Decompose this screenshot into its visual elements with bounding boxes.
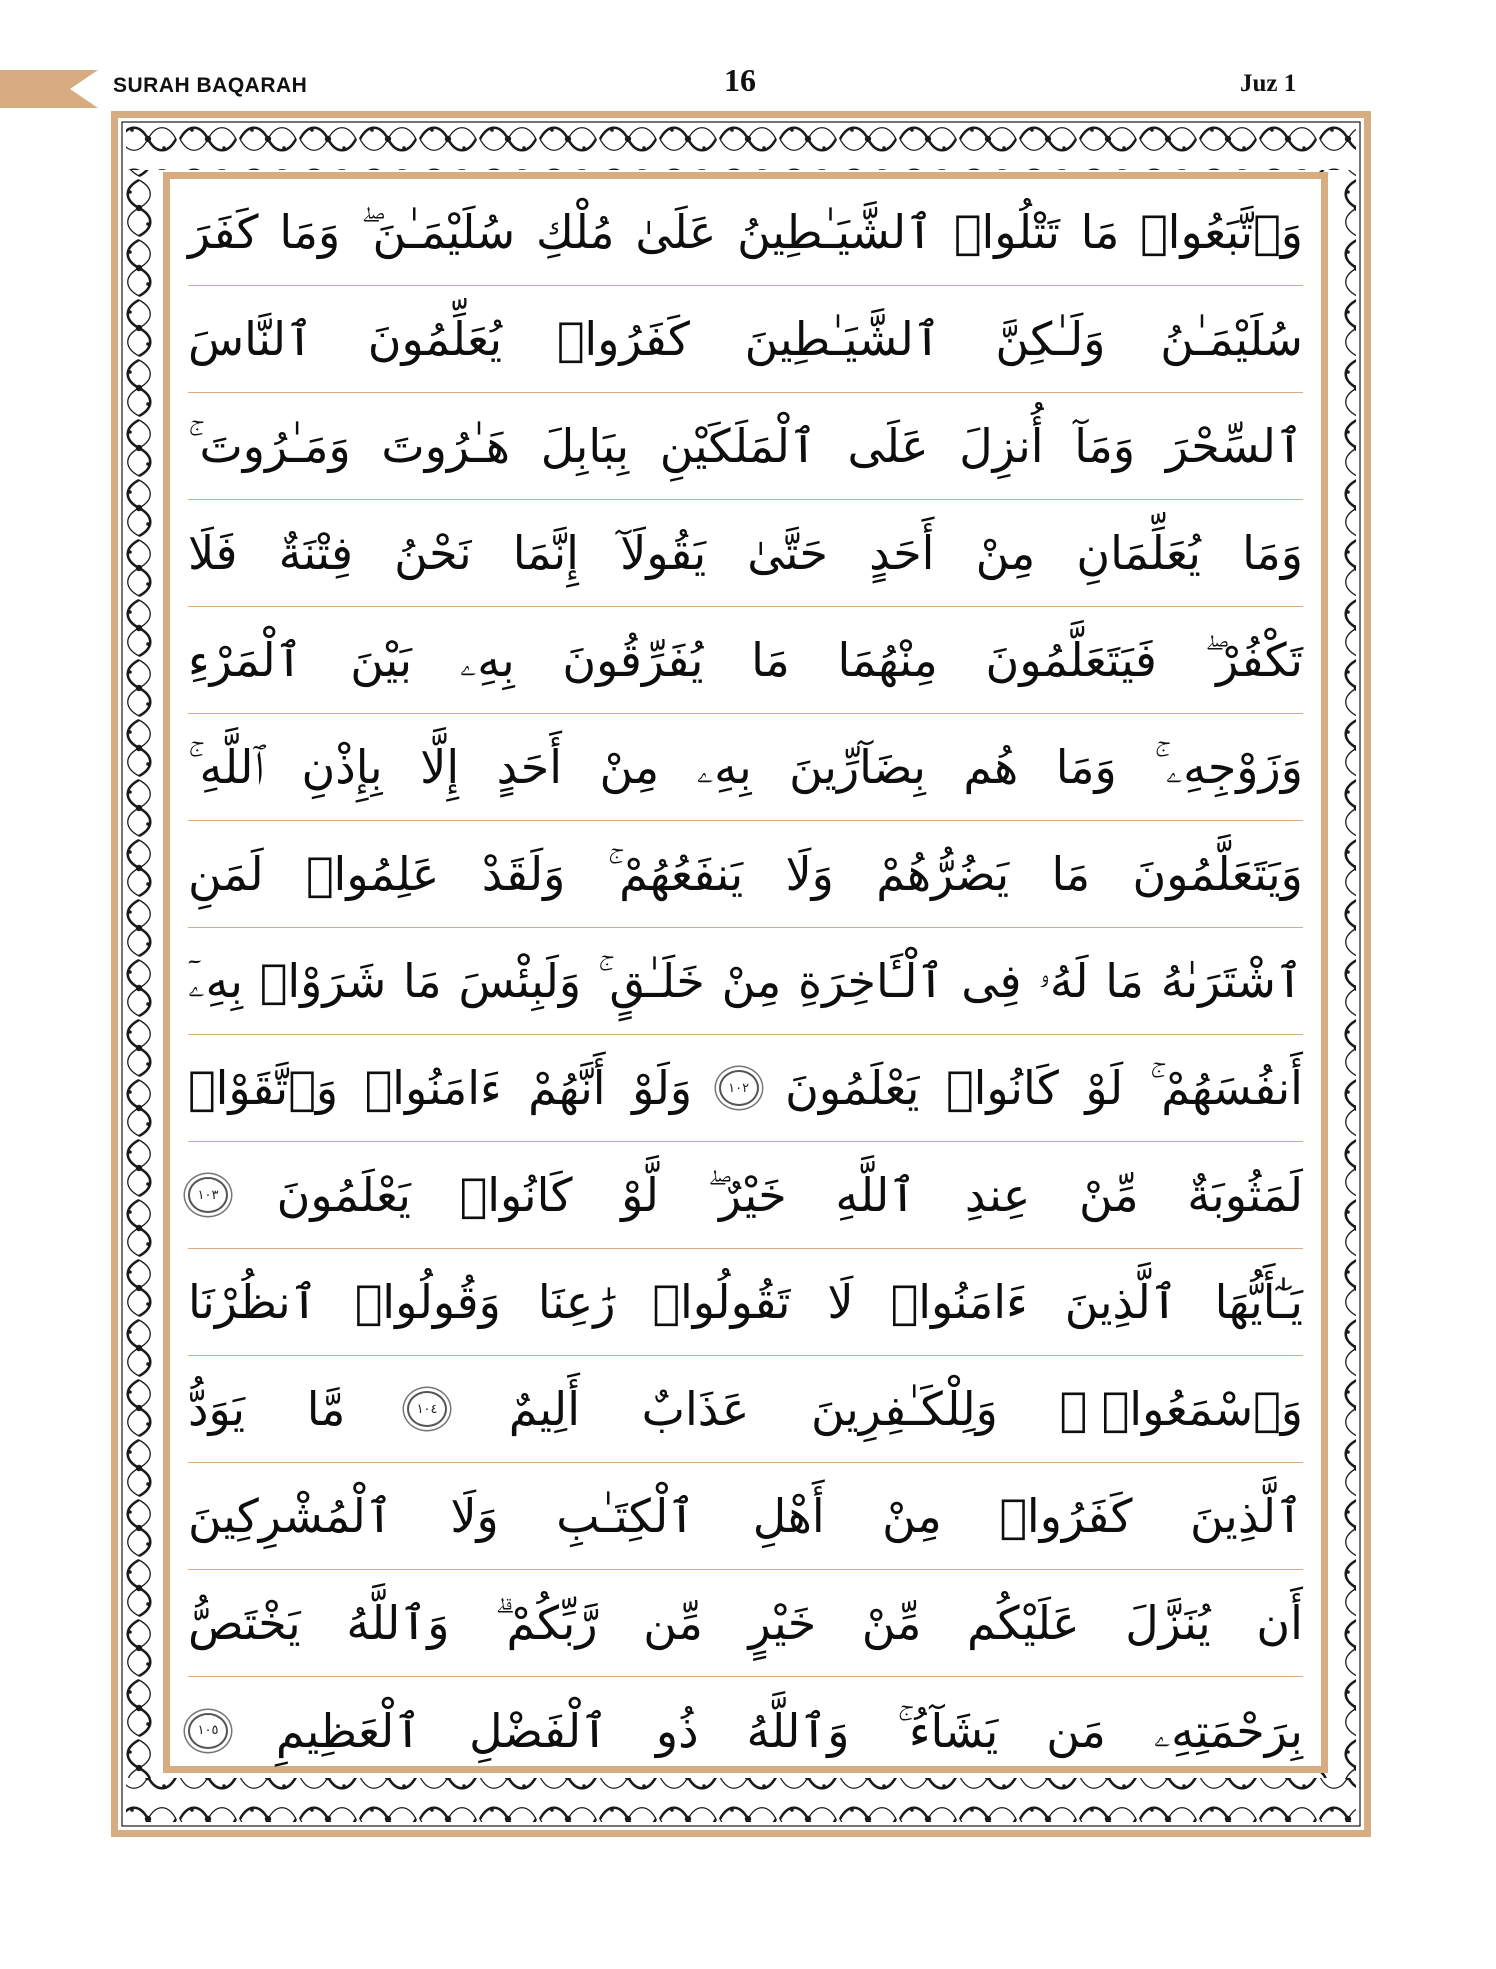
arabic-word: ٱلنَّاسَ: [188, 312, 314, 366]
arabic-word: ٱلْمَرْءِ: [188, 633, 303, 687]
arabic-word: بِهِۦ: [696, 740, 752, 794]
arabic-word: وَلَا: [785, 847, 834, 901]
arabic-word: ٱلَّذِينَ: [1190, 1489, 1303, 1543]
arabic-word: ٱلْعَظِيمِ: [275, 1703, 422, 1758]
arabic-word: وَزَوْجِهِۦ ۚ: [1154, 740, 1303, 794]
arabic-word: مِنْهُمَا: [837, 633, 938, 687]
arabic-word: يُعَلِّمُونَ: [367, 312, 503, 366]
arabic-word: بِإِذْنِ: [301, 740, 383, 794]
surah-name: SURAH BAQARAH: [113, 74, 308, 97]
arabic-word: خَيْرٌ ۖ: [707, 1168, 787, 1222]
verse-line: [188, 821, 1303, 928]
arabic-word: وَمَا: [1242, 526, 1303, 580]
arabic-word: كَفَرَ: [188, 205, 259, 259]
arabic-word: مِنْ: [721, 954, 782, 1008]
arabic-word: ٱلْمَلَكَيْنِ: [659, 419, 817, 473]
verse-line: [188, 1142, 1303, 1249]
arabic-word: ٱلْكِتَـٰبِ: [556, 1489, 696, 1543]
verse-line: [188, 500, 1303, 607]
arabic-word: وَمَـٰرُوتَ ۚ: [188, 419, 351, 473]
header-tab: [0, 70, 98, 108]
page-number: 16: [724, 62, 756, 98]
arabic-word: مَا: [403, 954, 442, 1008]
arabic-word: سُلَيْمَـٰنُ: [1160, 312, 1303, 366]
arabic-word: تَكْفُرْ ۖ: [1204, 633, 1303, 687]
arabic-word: شَرَوْا۟: [259, 954, 387, 1008]
ayah-number-marker: ١٠٥: [188, 1713, 228, 1749]
arabic-word: وَلَا: [450, 1489, 499, 1543]
arabic-word: وَٱتَّبَعُوا۟: [1140, 205, 1303, 259]
arabic-word: يَوَدُّ: [188, 1382, 246, 1436]
ayah-number-marker: ١٠٣: [188, 1177, 228, 1213]
arabic-word: بَيْنَ: [350, 633, 412, 687]
arabic-word: عِندِ: [964, 1168, 1031, 1222]
text-panel: [163, 172, 1328, 1773]
arabic-word: أُنزِلَ: [959, 419, 1044, 473]
verse-line: [188, 1249, 1303, 1356]
arabic-word: وَلَوْ: [632, 1061, 693, 1115]
verse-line: [188, 928, 1303, 1035]
arabic-word: خَيْرٍ: [748, 1596, 817, 1650]
arabic-word: يُنَزَّلَ: [1125, 1596, 1211, 1650]
arabic-word: ٱلسِّحْرَ: [1165, 419, 1303, 473]
arabic-word: وَمَآ: [1074, 419, 1136, 473]
verse-line: [188, 179, 1303, 286]
arabic-word: إِنَّمَا: [512, 526, 579, 580]
arabic-word: عَلَىٰ: [635, 205, 717, 259]
arabic-word: أَن: [1256, 1596, 1303, 1650]
arabic-word: ٱشْتَرَىٰهُ: [1160, 954, 1303, 1008]
arabic-word: مَا: [1051, 847, 1091, 901]
verse-line: [188, 1035, 1303, 1142]
arabic-word: وَيَتَعَلَّمُونَ: [1132, 847, 1303, 901]
arabic-word: أَلِيمٌ: [508, 1382, 580, 1436]
arabic-word: عَلِمُوا۟: [305, 847, 440, 901]
arabic-word: كَانُوا۟: [459, 1168, 573, 1222]
arabic-word: يَنفَعُهُمْ ۚ: [607, 847, 744, 901]
arabic-word: ٱللَّهِ ۚ: [188, 740, 264, 794]
arabic-word: عَلَيْكُم: [967, 1596, 1080, 1650]
arabic-word: لَمَثُوبَةٌ: [1187, 1168, 1303, 1222]
arabic-word: أَحَدٍ: [496, 740, 562, 794]
arabic-word: ٱلشَّيَـٰطِينُ: [737, 205, 934, 259]
arabic-word: مِّنْ: [861, 1596, 922, 1650]
arabic-word: ٱللَّهِ: [835, 1168, 917, 1222]
verse-line: [188, 1677, 1303, 1784]
arabic-word: عَلَى: [847, 419, 929, 473]
arabic-word: ٱلْـَٔاخِرَةِ: [798, 954, 945, 1008]
arabic-word: أَهْلِ: [752, 1489, 825, 1543]
arabic-word: كَانُوا۟: [946, 1061, 1059, 1115]
verse-line: [188, 393, 1303, 500]
arabic-word: مِّنْ: [1078, 1168, 1139, 1222]
arabic-word: أَحَدٍ: [869, 526, 935, 580]
arabic-word: بِهِۦٓ: [188, 954, 243, 1008]
arabic-word: ٱنظُرْنَا: [188, 1275, 318, 1329]
arabic-word: مَا: [751, 633, 790, 687]
arabic-word: يُفَرِّقُونَ: [562, 633, 704, 687]
arabic-word: يَضُرُّهُمْ: [876, 847, 1010, 901]
arabic-word: وَلَبِئْسَ: [458, 954, 582, 1008]
arabic-word: كَفَرُوا۟: [999, 1489, 1133, 1543]
arabic-word: وَمَا: [1055, 740, 1117, 794]
arabic-word: ٱلْمُشْرِكِينَ: [188, 1489, 393, 1543]
arabic-word: يَـٰٓأَيُّهَا: [1214, 1275, 1303, 1329]
arabic-word: لَوْ: [1085, 1061, 1124, 1115]
arabic-word: مَا: [1080, 205, 1120, 259]
arabic-word: يَشَآءُ ۚ: [897, 1703, 999, 1758]
arabic-word: عَذَابٌ: [641, 1382, 750, 1436]
arabic-word: حَتَّىٰ: [747, 526, 828, 580]
arabic-word: مَّا: [306, 1382, 346, 1436]
arabic-word: وَلَقَدْ: [481, 847, 566, 901]
arabic-word: بِهِۦ: [459, 633, 515, 687]
arabic-word: بِبَابِلَ: [540, 419, 630, 473]
arabic-word: بِضَآرِّينَ: [789, 740, 926, 794]
arabic-word: رَٰعِنَا: [537, 1275, 616, 1329]
arabic-word: ءَامَنُوا۟: [890, 1275, 1028, 1329]
arabic-word: بِرَحْمَتِهِۦ: [1153, 1703, 1303, 1758]
arabic-word: فَيَتَعَلَّمُونَ: [985, 633, 1157, 687]
verse-line: [188, 1463, 1303, 1570]
arabic-word: وَٱللَّهُ: [346, 1596, 450, 1650]
arabic-word: فِتْنَةٌ: [278, 526, 353, 580]
arabic-word: خَلَـٰقٍ ۚ: [597, 954, 705, 1008]
arabic-word: وَٱللَّهُ: [746, 1703, 850, 1758]
arabic-word: رَّبِّكُمْ ۗ: [495, 1596, 598, 1650]
arabic-word: ٱلْفَضْلِ: [469, 1703, 609, 1758]
arabic-word: يَعْلَمُونَ: [276, 1168, 411, 1222]
arabic-word: لَهُۥ: [1038, 954, 1089, 1008]
verse-line: [188, 1570, 1303, 1677]
arabic-word: هَـٰرُوتَ: [381, 419, 511, 473]
arabic-word: سُلَيْمَـٰنَ ۖ: [360, 205, 516, 259]
arabic-word: ءَامَنُوا۟: [364, 1061, 502, 1115]
arabic-word: لَّوْ: [621, 1168, 659, 1222]
arabic-word: مِنْ: [599, 740, 660, 794]
arabic-word: ٱلَّذِينَ: [1064, 1275, 1178, 1329]
verse-lines: [188, 179, 1303, 1766]
arabic-word: هُم: [963, 740, 1019, 794]
arabic-word: وَمَا: [279, 205, 341, 259]
arabic-word: فِى: [961, 954, 1022, 1008]
arabic-word: مُلْكِ: [535, 205, 615, 259]
arabic-word: مِنْ: [975, 526, 1036, 580]
arabic-word: أَنفُسَهُمْ ۚ: [1149, 1061, 1303, 1115]
arabic-word: وَلِلْكَـٰفِرِينَ: [810, 1382, 998, 1436]
arabic-word: وَلَـٰكِنَّ: [995, 312, 1106, 366]
arabic-word: ٱلشَّيَـٰطِينَ: [744, 312, 941, 366]
juz-label: Juz 1: [1240, 70, 1297, 97]
verse-line: [188, 1356, 1303, 1463]
arabic-word: نَحْنُ: [394, 526, 472, 580]
arabic-word: وَٱسْمَعُوا۟ ۗ: [1059, 1382, 1303, 1436]
ayah-number-marker: ١٠٢: [719, 1070, 759, 1106]
ayah-number-marker: ١٠٤: [407, 1391, 447, 1427]
arabic-word: يَقُولَآ: [620, 526, 707, 580]
arabic-word: يَخْتَصُّ: [188, 1596, 301, 1650]
verse-line: [188, 714, 1303, 821]
verse-line: [188, 286, 1303, 393]
arabic-word: ذُو: [655, 1703, 699, 1758]
arabic-word: لَمَنِ: [188, 847, 264, 901]
arabic-word: تَتْلُوا۟: [953, 205, 1060, 259]
arabic-word: يُعَلِّمَانِ: [1076, 526, 1201, 580]
arabic-word: تَقُولُوا۟: [652, 1275, 791, 1329]
arabic-word: يَعْلَمُونَ: [785, 1061, 920, 1115]
arabic-word: مَن: [1046, 1703, 1106, 1758]
arabic-word: لَا: [827, 1275, 854, 1329]
arabic-word: مَا: [1105, 954, 1144, 1008]
arabic-word: فَلَا: [188, 526, 238, 580]
arabic-word: وَقُولُوا۟: [354, 1275, 501, 1329]
arabic-word: وَٱتَّقَوْا۟: [188, 1061, 339, 1115]
arabic-word: أَنَّهُمْ: [528, 1061, 606, 1115]
arabic-word: مِّن: [643, 1596, 703, 1650]
arabic-word: كَفَرُوا۟: [556, 312, 690, 366]
verse-line: [188, 607, 1303, 714]
arabic-word: إِلَّا: [420, 740, 460, 794]
arabic-word: مِنْ: [882, 1489, 942, 1543]
